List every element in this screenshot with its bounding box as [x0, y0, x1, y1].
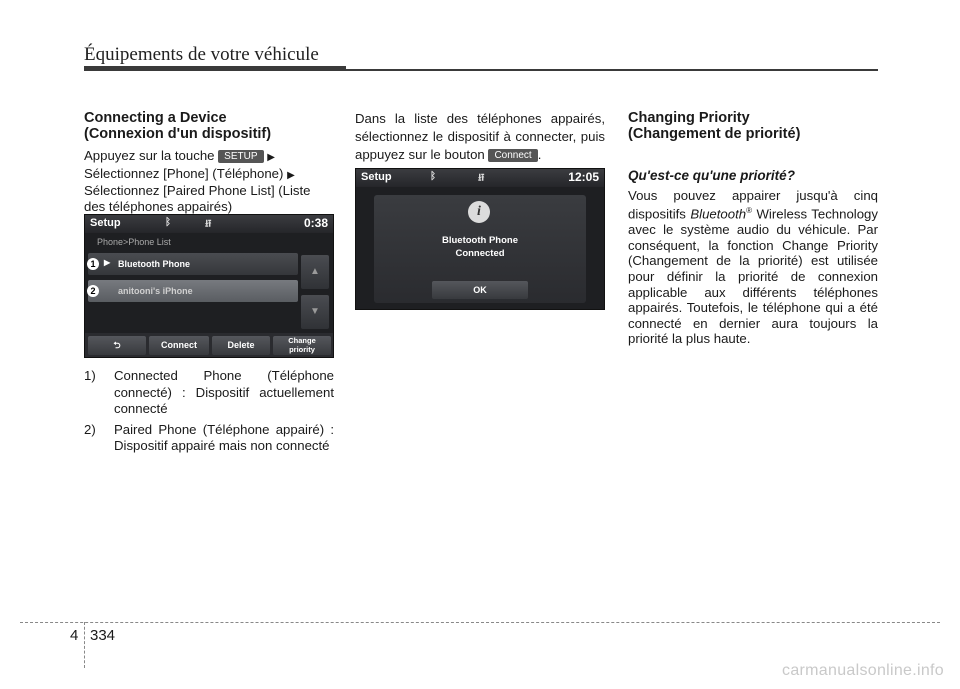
middle-paragraph: [355, 110, 605, 164]
header-title: Équipements de votre véhicule: [84, 44, 319, 65]
bluetooth-brand: Bluetooth: [690, 206, 747, 222]
priority-subheading: Qu'est-ce qu'une priorité?: [628, 168, 795, 183]
list-number: 1): [84, 368, 96, 383]
paragraph-text: Wireless Technology avec le système audio du véhicule. Par conséquent, la fonction Change Priority (Changement de la priorité) est utilisée pour définir la priorité de connexion applicable aux différents téléphones appairés. Toutefois, le téléphone qui a été connecté en dernier aura toujours la priorité la plus haute.: [628, 206, 878, 347]
header-bar-thick: [84, 66, 346, 71]
connected-dialog: [374, 195, 586, 303]
delete-button[interactable]: Delete: [212, 336, 270, 355]
ok-button[interactable]: OK: [432, 281, 528, 299]
list-number: 2): [84, 421, 96, 437]
button-label: priority: [289, 344, 315, 354]
instruction-line: [84, 166, 334, 184]
back-button[interactable]: ⮌: [88, 336, 146, 355]
screen-clock: 12:05: [568, 170, 599, 184]
screen-button-bar: [85, 333, 333, 357]
dialog-message: Bluetooth Phone: [442, 235, 518, 246]
registered-mark: ®: [746, 206, 753, 216]
list-item: [84, 422, 334, 455]
scroll-up-icon[interactable]: ▲: [301, 255, 329, 289]
usb-icon: ⭿: [205, 219, 212, 230]
list-item: [84, 368, 334, 418]
right-column: [628, 110, 878, 347]
info-icon: i: [468, 201, 490, 223]
setup-key: SETUP: [218, 150, 263, 163]
play-icon: ▶: [104, 258, 111, 267]
middle-text: Dans la liste des téléphones appairés, sélectionnez le dispositif à connecter, puis appuyez sur le bouton: [355, 111, 605, 162]
list-item[interactable]: [88, 280, 298, 302]
status-list: [84, 368, 334, 459]
bluetooth-icon: ᛒ: [430, 171, 436, 182]
watermark: carmanualsonline.info: [782, 662, 944, 679]
priority-paragraph: [628, 188, 878, 347]
scroll-down-icon[interactable]: ▼: [301, 295, 329, 329]
instruction-text: Sélectionnez [Phone] (Téléphone): [84, 165, 284, 181]
dialog-message: Connected: [455, 248, 505, 259]
list-item[interactable]: [88, 253, 298, 275]
connect-button[interactable]: Connect: [149, 336, 209, 355]
screen-status-bar: [356, 169, 604, 187]
callout-badge: 1: [87, 258, 99, 270]
list-text: Connected Phone (Téléphone connecté) : Dispositif actuellement connecté: [114, 368, 334, 416]
connected-screenshot: [355, 168, 605, 310]
middle-column: [355, 110, 605, 164]
list-item-label: Bluetooth Phone: [118, 259, 190, 269]
list-item-label: anitooni's iPhone: [118, 286, 193, 296]
arrow-icon: ▶: [267, 152, 275, 163]
phone-list-screenshot: [84, 214, 334, 358]
change-priority-button[interactable]: [273, 336, 331, 355]
breadcrumb: Phone>Phone List: [97, 237, 171, 247]
bluetooth-icon: ᛒ: [165, 217, 171, 228]
paragraph-text: Vous pouvez appairer jusqu'à cinq dispositifs: [628, 187, 878, 222]
instruction-line: Sélectionnez [Paired Phone List] (Liste des téléphones appairés): [84, 183, 311, 214]
heading-line: Changing Priority: [628, 110, 750, 126]
arrow-icon: ▶: [287, 169, 295, 181]
callout-badge: 2: [87, 285, 99, 297]
list-text: Paired Phone (Téléphone appairé) : Dispositif appairé mais non connecté: [114, 421, 334, 453]
instruction-line: [84, 148, 334, 166]
period: .: [537, 147, 542, 162]
button-label: Change: [288, 336, 316, 345]
screen-title: Setup: [90, 217, 121, 229]
left-column: [84, 110, 334, 214]
usb-icon: ⭿: [478, 173, 485, 184]
instruction-text: Appuyez sur la touche: [84, 148, 215, 163]
header-bar-thin: [346, 69, 878, 71]
footer-divider: [84, 622, 85, 668]
heading-line: Connecting a Device: [84, 110, 227, 126]
connecting-heading: [84, 110, 334, 142]
screen-status-bar: [85, 215, 333, 233]
page-number: 334: [90, 627, 116, 644]
footer-rule: [20, 622, 940, 623]
screen-clock: 0:38: [303, 216, 328, 230]
heading-line: (Connexion d'un dispositif): [84, 126, 272, 142]
priority-heading: [628, 110, 878, 142]
heading-line: (Changement de priorité): [628, 126, 801, 142]
connect-key: Connect: [488, 149, 537, 162]
chapter-number: 4: [70, 627, 79, 644]
screen-title: Setup: [361, 171, 392, 183]
